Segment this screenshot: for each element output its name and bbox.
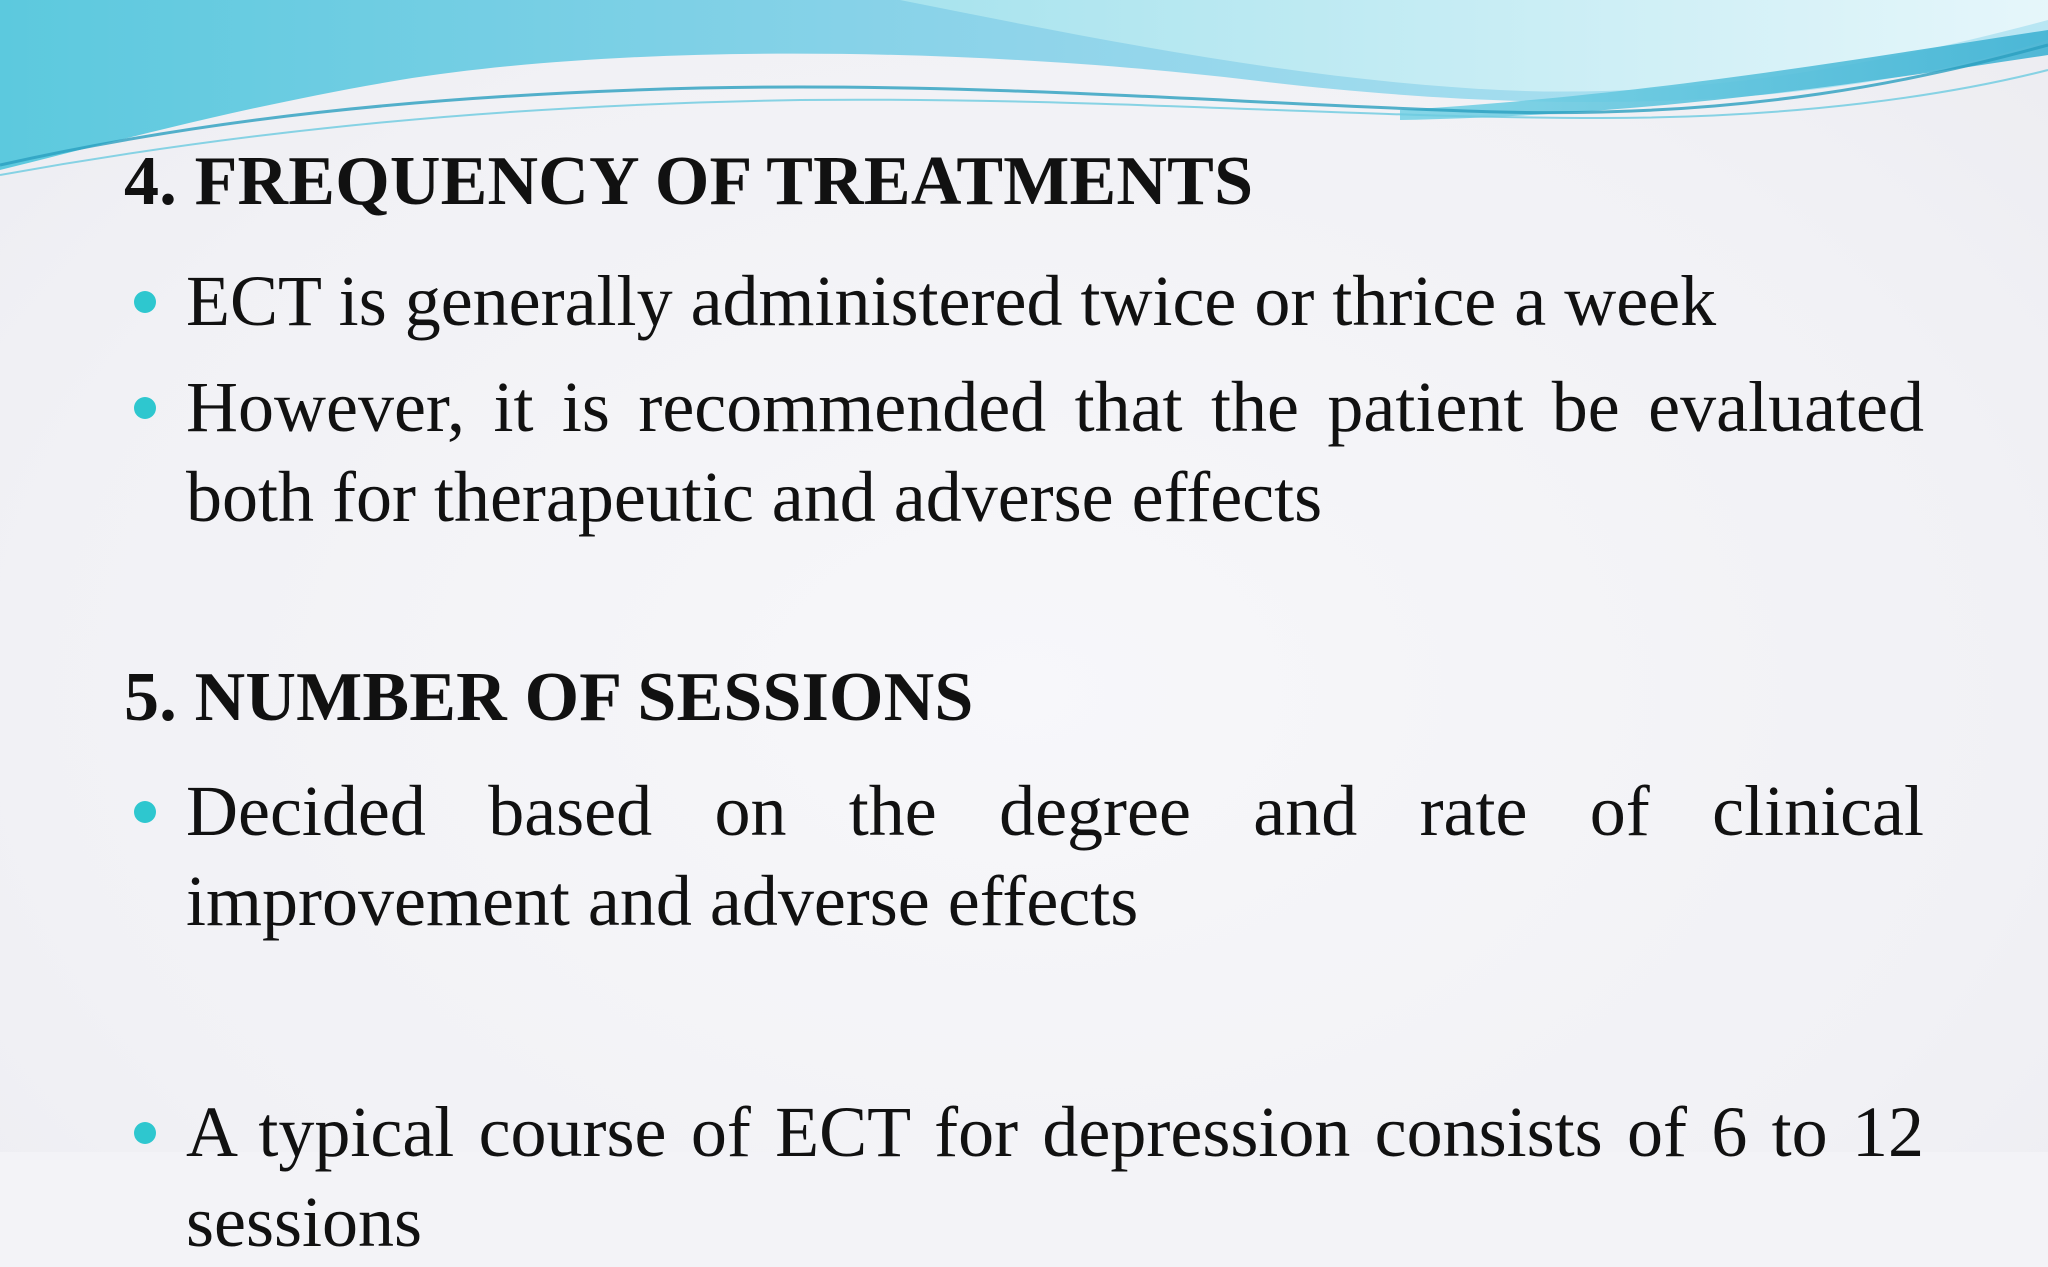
section-heading-sessions: 5. NUMBER OF SESSIONS	[124, 659, 974, 736]
bullet-dot-icon	[134, 1122, 156, 1144]
section-heading-frequency: 4. FREQUENCY OF TREATMENTS	[124, 143, 1254, 220]
bullet-dot-icon	[134, 291, 156, 313]
bullet-text: Decided based on the degree and rate of clinical improvement and adverse effects	[186, 771, 1924, 941]
bullet-dot-icon	[134, 397, 156, 419]
bullet-text: A typical course of ECT for depression consists of 6 to 12 sessions	[186, 1092, 1924, 1262]
bullet-dot-icon	[134, 801, 156, 823]
bullet-text: ECT is generally administered twice or thrice a week	[186, 261, 1717, 341]
bullet-text: However, it is recommended that the patient be evaluated both for therapeutic and adverse effects	[186, 367, 1924, 537]
